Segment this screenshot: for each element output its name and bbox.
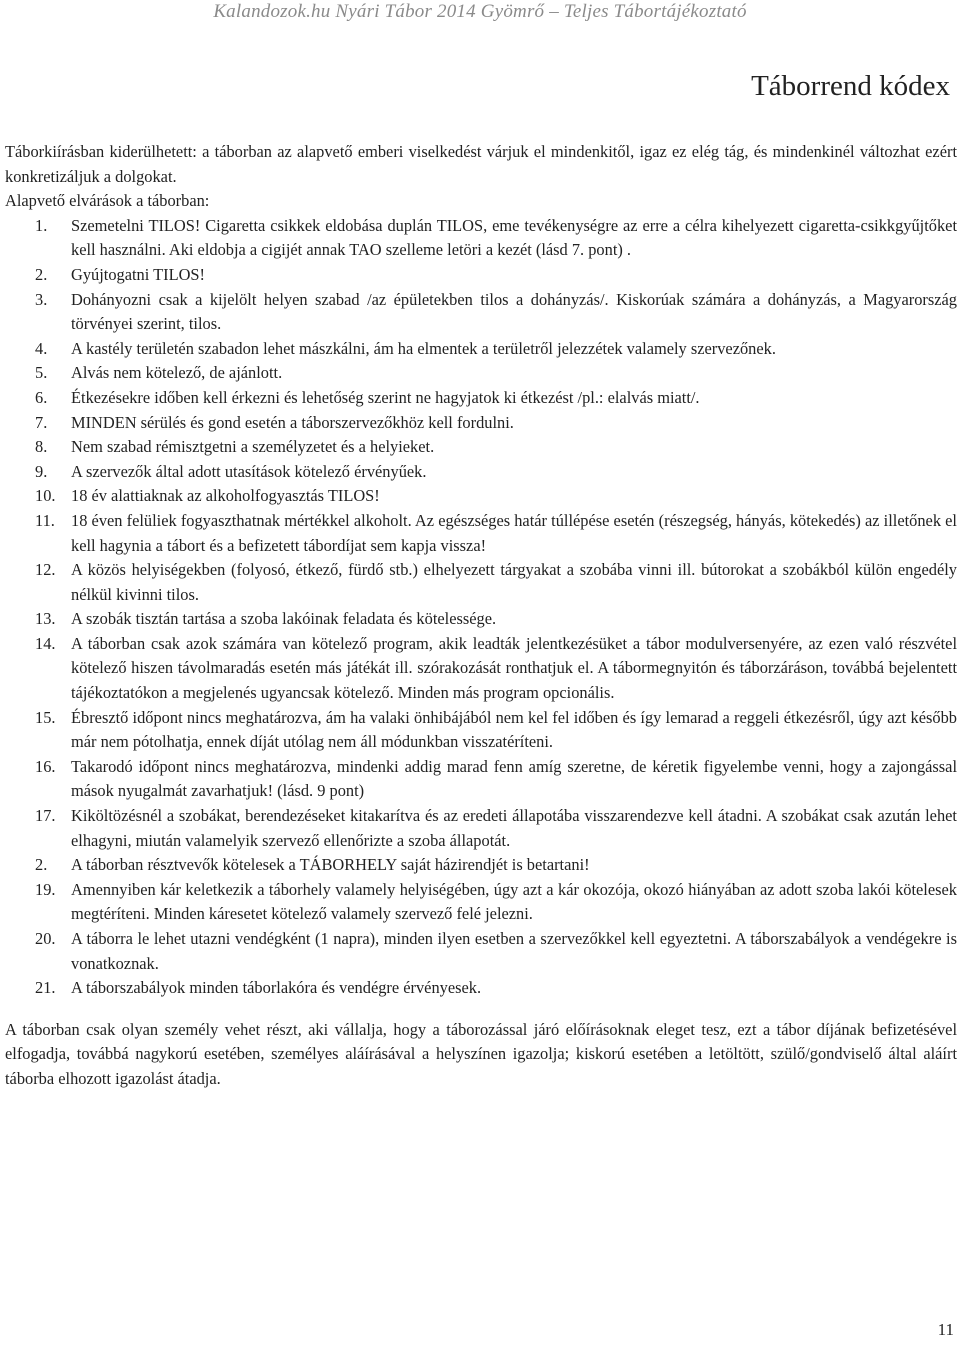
document-body bbox=[5, 140, 957, 1092]
list-item bbox=[5, 853, 957, 878]
list-item bbox=[5, 509, 957, 558]
rule-number: 13. bbox=[35, 609, 56, 629]
list-item bbox=[5, 361, 957, 386]
rule-number: 6. bbox=[35, 387, 48, 407]
rule-text: Ébresztő időpont nincs meghatározva, ám ha valaki önhibájából nem kel fel időben és így lemarad a reggeli étkezésről, úgy azt később már nem pótolhatja, ennek díját utólag nem áll módunkban visszatéríteni. bbox=[71, 707, 957, 752]
closing-paragraph: A táborban csak olyan személy vehet részt, aki vállalja, hogy a táborozással járó előírásoknak eleget tesz, ezt a tábor díjának befizetésével elfogadja, továbbá nagykorú esetében, személyes aláírásával a helyszínen igazolja; kiskorú esetében a letöltött, szülő/gondviselő által aláírt táborba elhozott igazolást átadja. bbox=[5, 1019, 957, 1088]
list-item bbox=[5, 484, 957, 509]
list-item bbox=[5, 804, 957, 853]
list-item bbox=[5, 460, 957, 485]
rule-number: 20. bbox=[35, 929, 56, 948]
rule-text: Étkezésekre időben kell érkezni és lehetőség szerint ne hagyjatok ki étkezést /pl.: elalvás miatt/. bbox=[71, 387, 700, 407]
list-item bbox=[5, 558, 957, 607]
rule-text: Dohányozni csak a kijelölt helyen szabad /az épületekben tilos a dohányzás/. Kiskorúak számára a dohányzás, a Magyarország törvényei szerint, tilos. bbox=[71, 289, 957, 334]
list-item bbox=[5, 976, 957, 1001]
rule-text: A táborban résztvevők kötelesek a TÁBORHELY saját házirendjét is betartani! bbox=[71, 855, 590, 875]
rule-text: A közös helyiségekben (folyosó, étkező, fürdő stb.) elhelyezett tárgyakat a szobába vinni ill. bútorokat a szobákból külön engedély nélkül kivinni tilos. bbox=[71, 560, 957, 604]
rule-text: 18 év alattiaknak az alkoholfogyasztás TILOS! bbox=[71, 486, 380, 506]
list-item bbox=[5, 435, 957, 460]
rule-text: Alvás nem kötelező, de ajánlott. bbox=[71, 363, 283, 383]
rule-number: 9. bbox=[35, 461, 48, 481]
list-item bbox=[5, 706, 957, 755]
rule-text: A szervezők által adott utasítások kötelező érvényűek. bbox=[71, 461, 427, 481]
rule-text: 18 éven felüliek fogyaszthatnak mértékkel alkoholt. Az egészséges határ túllépése esetén (részegség, hányás, kötekedés) az illetőnek el kell hagynia a tábort és a befizetett tábordíjat sem kapja vissza! bbox=[71, 510, 957, 555]
rules-list bbox=[5, 214, 957, 1001]
list-item bbox=[5, 337, 957, 362]
list-item bbox=[5, 632, 957, 706]
rule-text: Takarodó időpont nincs meghatározva, mindenki addig marad fenn amíg szeretne, de kéretik figyelembe venni, hogy a zajongással mások nyugalmát zavarhatjuk! (lásd. 9 pont) bbox=[71, 756, 957, 801]
list-item bbox=[5, 411, 957, 436]
rule-number: 14. bbox=[35, 633, 56, 653]
list-item bbox=[5, 755, 957, 804]
rule-number: 19. bbox=[35, 879, 56, 899]
rule-text: Kiköltözésnél a szobákat, berendezéseket kitakarítva és az eredeti állapotába visszarendezve kell átadni. A szobákat csak azután lehet elhagyni, miután valamelyik szervező ellenőrizte a szoba állapotát. bbox=[71, 806, 957, 850]
rule-text: A táborban csak azok számára van kötelező program, akik leadták jelentkezésüket a tábor modulversenyére, az ezen való részvétel kötelező hiszen távolmaradás esetén más játékát ill. szórakozását ronthatjuk el. A tábormegnyitón és táborzáráson, továbbá bejelentett tájékoztatókon a megjelenés ugyancsak kötelező. Minden más program opcionális. bbox=[71, 633, 957, 703]
rules-lead: Alapvető elvárások a táborban: bbox=[5, 191, 210, 211]
list-item bbox=[5, 214, 957, 263]
rule-number: 8. bbox=[35, 437, 48, 457]
rule-text: A kastély területén szabadon lehet mászkálni, ám ha elmentek a területről jelezzétek valamely szervezőnek. bbox=[71, 338, 776, 358]
rule-text: MINDEN sérülés és gond esetén a táborszervezőkhöz kell fordulni. bbox=[71, 412, 514, 432]
list-item bbox=[5, 878, 957, 927]
rule-text: A szobák tisztán tartása a szoba lakóinak feladata és kötelessége. bbox=[71, 609, 497, 629]
rule-number: 7. bbox=[35, 412, 48, 432]
list-item bbox=[5, 263, 957, 288]
list-item bbox=[5, 288, 957, 337]
rule-number: 16. bbox=[35, 756, 56, 776]
rule-text: Amennyiben kár keletkezik a táborhely valamely helyiségében, úgy azt a kár okozója, okozó hiányában az adott szoba lakói kötelesek megtéríteni. Minden káresetet kötelező valamely szervező felé jelezni. bbox=[71, 879, 957, 924]
rule-number: 21. bbox=[35, 978, 56, 998]
intro-paragraph: Táborkiírásban kiderülhetett: a táborban az alapvető emberi viselkedést várjuk el mindenkitől, igaz ez elég tág, és mindenkinél változhat ezért konkretizáljuk a dolgokat. bbox=[5, 142, 957, 186]
list-item bbox=[5, 386, 957, 411]
list-item bbox=[5, 927, 957, 976]
rule-number: 4. bbox=[35, 338, 48, 358]
rule-number: 1. bbox=[35, 215, 48, 235]
page-title: Táborrend kódex bbox=[751, 70, 950, 102]
rule-number: 12. bbox=[35, 560, 56, 580]
rule-number: 2. bbox=[35, 855, 48, 875]
rule-text: Nem szabad rémisztgetni a személyzetet és a helyieket. bbox=[71, 437, 435, 457]
rule-number: 10. bbox=[35, 486, 56, 506]
rule-text: Szemetelni TILOS! Cigaretta csikkek eldobása duplán TILOS, eme tevékenységre az erre a célra kihelyezett cigaretta-csikkgyűjtőket kell használni. Aki eldobja a cigijét annak TAO szelleme letöri a kezét (lásd 7. pont) . bbox=[71, 215, 957, 260]
rule-text: A táborszabályok minden táborlakóra és vendégre érvényesek. bbox=[71, 978, 482, 998]
rule-number: 5. bbox=[35, 363, 48, 383]
rule-number: 15. bbox=[35, 707, 56, 727]
rule-number: 17. bbox=[35, 806, 56, 826]
rule-text: A táborra le lehet utazni vendégként (1 napra), minden ilyen esetben a szervezőkkel kell egyeztetni. A táborszabályok a vendégekre is vonatkoznak. bbox=[71, 929, 957, 973]
rule-number: 11. bbox=[35, 510, 55, 530]
rule-text: Gyújtogatni TILOS! bbox=[71, 264, 205, 284]
page-number: 11 bbox=[937, 1320, 954, 1339]
rule-number: 2. bbox=[35, 264, 48, 284]
rule-number: 3. bbox=[35, 289, 48, 309]
running-header: Kalandozok.hu Nyári Tábor 2014 Gyömrő – Teljes Tábortájékoztató bbox=[213, 1, 747, 22]
list-item bbox=[5, 607, 957, 632]
